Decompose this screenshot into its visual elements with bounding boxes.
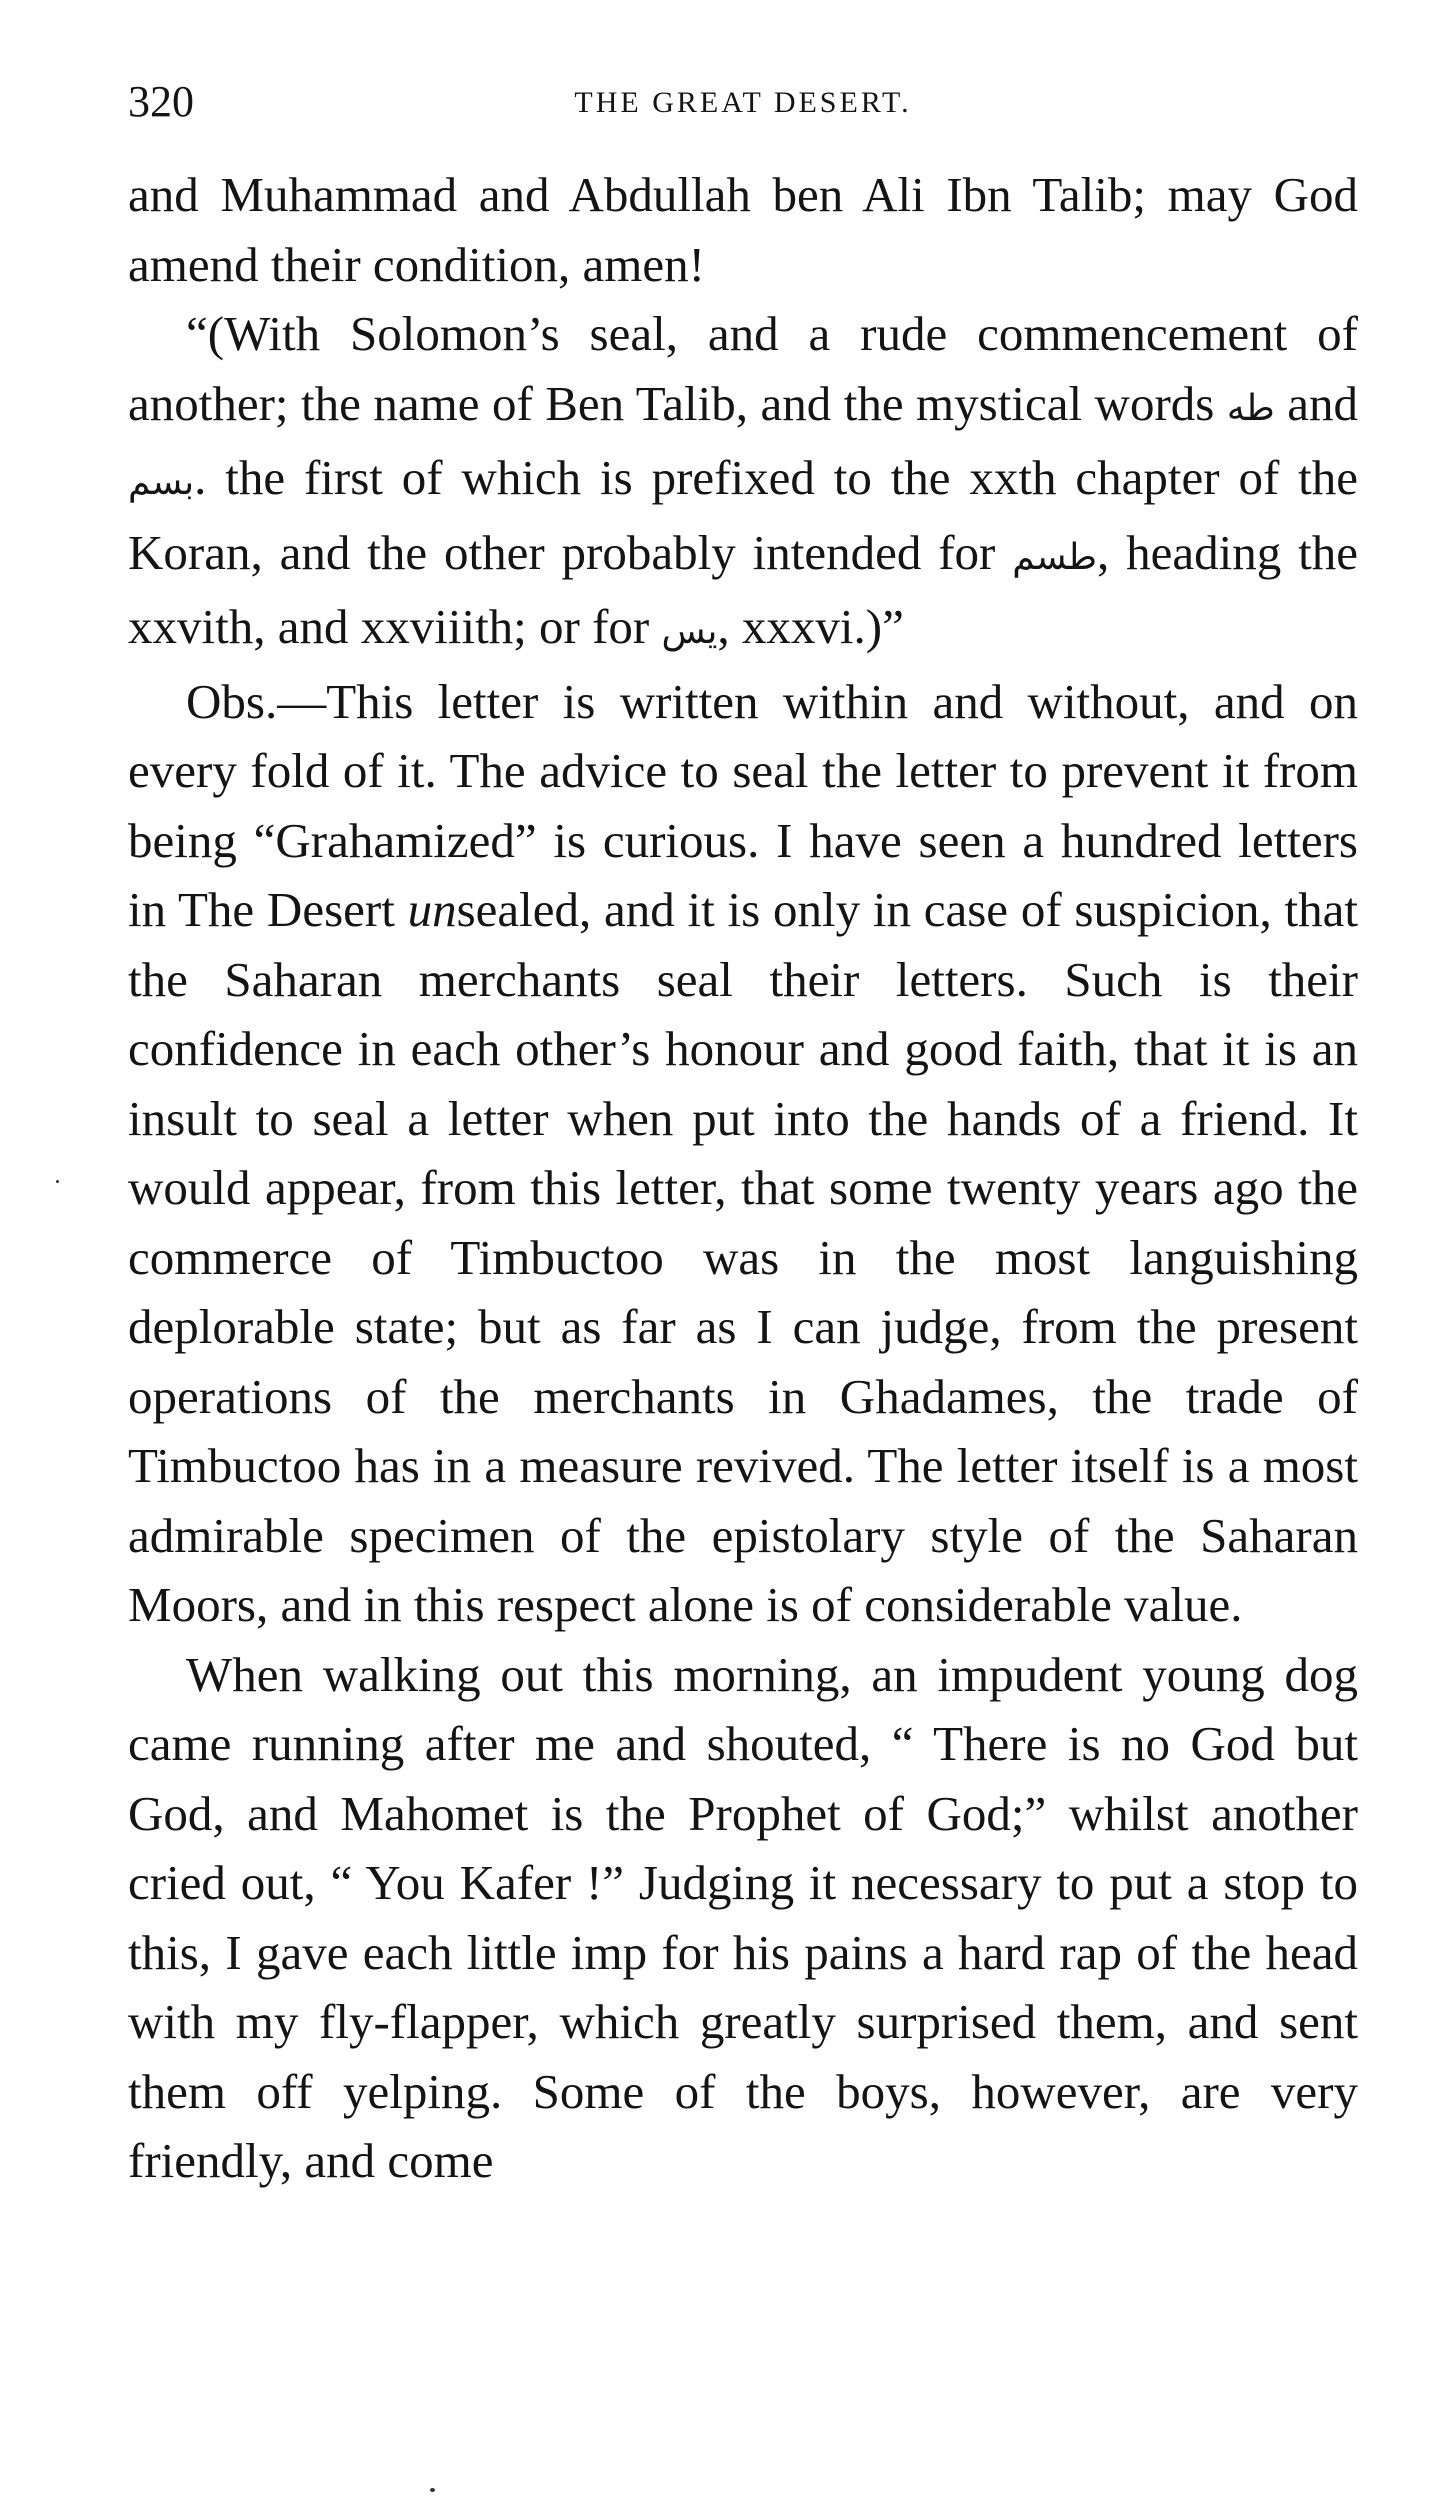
text-run: “(With Solomon’s seal, and a rude commencement of another; the name of Ben Talib, and the mystical words bbox=[128, 306, 1358, 431]
italic-text: un bbox=[407, 882, 457, 937]
arabic-word: طه bbox=[1226, 387, 1275, 429]
arabic-word: يس bbox=[661, 611, 718, 652]
print-speck bbox=[430, 2488, 435, 2492]
text-run: and Muhammad and Abdullah ben Ali Ibn Talib; may God amend their condition, amen! bbox=[128, 167, 1358, 292]
paragraph bbox=[128, 1640, 1358, 2196]
paragraph bbox=[128, 667, 1358, 1640]
text-run: and bbox=[1274, 375, 1358, 431]
print-speck bbox=[56, 1180, 59, 1183]
arabic-word: بسم bbox=[128, 462, 195, 503]
text-run: . the first of which is prefixed to the xxth chapter of the Koran, and the other probably intended for bbox=[128, 450, 1358, 580]
text-run: , xxxvi.)” bbox=[717, 599, 904, 654]
body-text bbox=[128, 160, 1358, 2196]
paragraph bbox=[128, 299, 1358, 667]
text-run: Obs.—This letter is written within and without, and on every fold of it. The advice to seal the letter to prevent it from being “Grahamized” is curious. I have seen a hundred letters in The Desert bbox=[128, 673, 1358, 937]
text-run: , heading the xxvith, and xxviiith; or for bbox=[128, 524, 1358, 654]
paragraph bbox=[128, 160, 1358, 299]
page-header bbox=[128, 72, 1358, 132]
text-run: When walking out this morning, an impudent young dog came running after me and shouted, “ There is no God but God, and Mahomet is the Prophet of God;” whilst another cried out, “ You Kafer !” Judging it necessary to put a stop to this, I gave each little imp for his pains a hard rap of the head with my fly-flapper, which greatly surprised them, and sent them off yelping. Some of the boys, however, are very friendly, and come bbox=[128, 1646, 1358, 2188]
running-title: THE GREAT DESERT. bbox=[574, 86, 912, 119]
text-run: sealed, and it is only in case of suspicion, that the Saharan merchants seal their letters. Such is their confidence in each other’s honour and good faith, that it is an insult to seal a letter when put into the hands of a friend. It would appear, from this letter, that some twenty years ago the commerce of Timbuctoo was in the most languishing deplorable state; but as far as I can judge, from the present operations of the merchants in Ghadames, the trade of Timbuctoo has in a measure revived. The letter itself is a most admirable specimen of the epistolary style of the Saharan Moors, and in this respect alone is of considerable value. bbox=[128, 882, 1358, 1632]
arabic-word: طسم bbox=[1012, 536, 1097, 578]
page-number: 320 bbox=[128, 77, 194, 126]
